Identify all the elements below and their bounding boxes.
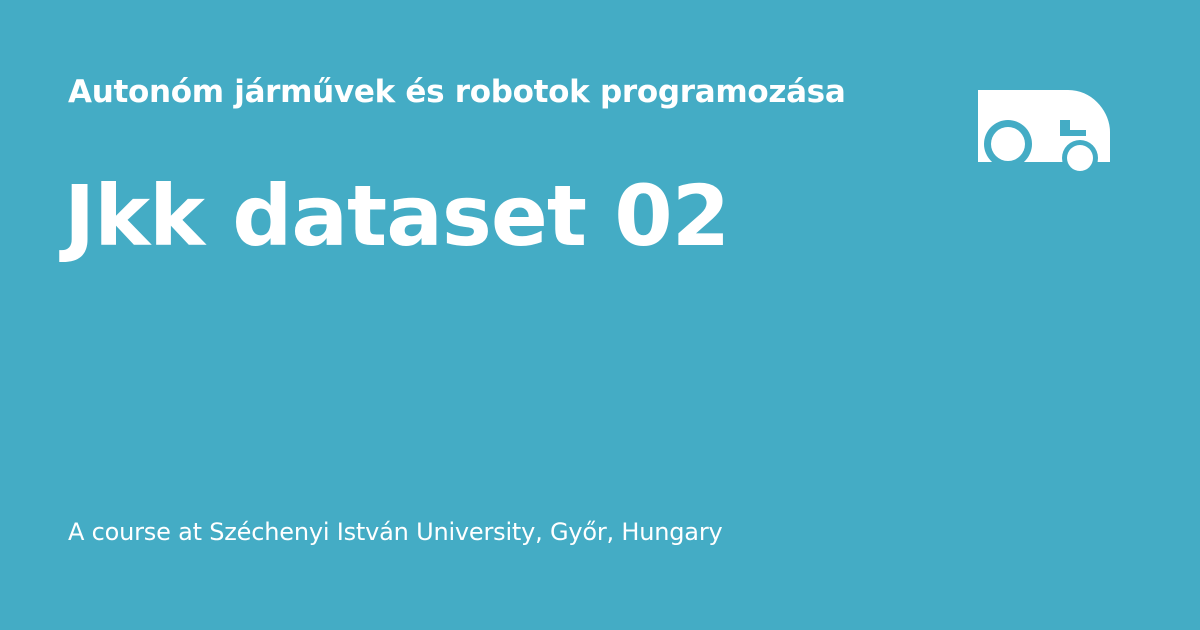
vehicle-icon [978,90,1110,174]
page-title: Jkk dataset 02 [64,167,730,265]
course-footer: A course at Széchenyi István University, Győr, Hungary [68,518,723,546]
course-subtitle: Autonóm járművek és robotok programozása [68,74,846,110]
